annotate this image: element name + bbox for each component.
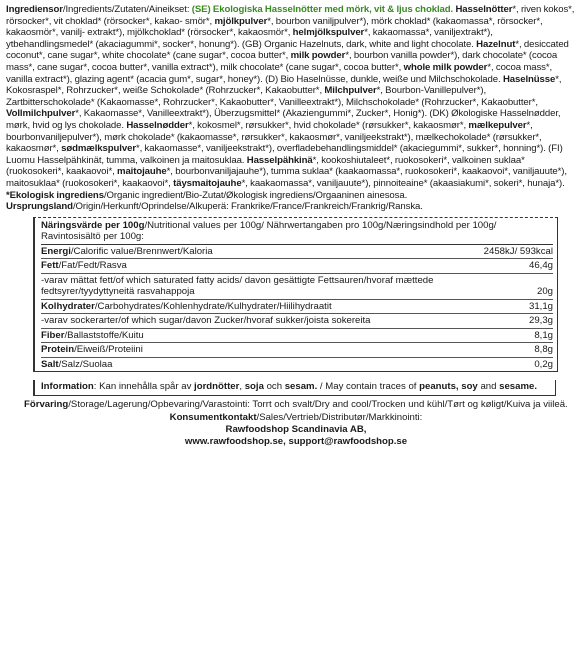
product-label [6, 4, 576, 448]
ingredients-text: Ingrediensor/Ingredients/Zutaten/Aineikset: (SE) Ekologiska Hasselnötter med mörk, vit & ljus choklad. Hasselnötter*, riven kokos*, rörsocker*, vit choklad* (rörsocker*, kakao- smör*, mjölkpulver*, bourbon vaniljpulver*), mörk choklad* (kakaomassa*, rörsocker*, kakaosmör*, vanilj- extrakt*), mjölkchoklad* (rörsocker*, kakaosmör*, helmjölkspulver*, kakaomassa*, vaniljextrakt*), ytbehandlingsmedel* (akaciagummi*, socker*, honung*). (GB) Organic Hazelnuts, dark, white and light chocolate. Hazelnut*, desiccated coconut*, cane sugar*, white chocolate* (cane sugar*, cocoa butter*, milk powder*, bourbon vanilla powder*), dark chocolate* (cocoa mass*, cane sugar*, cocoa butter*, vanilla extract*), milk chocolate* (cane sugar*, cocoa butter*, whole milk powder*, cocoa mass*, vanilla extract*), glazing agent* (acacia gum*, sugar*, honey*). (D) Bio Haselnüsse, dunkle, weiße und Milchschokolade. Haselnüsse*, Kokosraspel*, Rohrzucker*, weiße Schokolade* (Rohrzucker*, Kakaobutter*, Milchpulver*, Bourbon-Vanillepulver*), Zartbitterschokolade* (Kakaomasse*, Rohrzucker*, Kakaobutter*, Vanilleextrakt*), Milchschokolade* (Rohrzucker*, Kakaobutter*, Vollmilchpulver*, Kakaomasse*, Vanilleextrakt*), Überzugsmittel* (Akaziengummi*, Zucker*, Honig*). (DK) Økologiske Hasselnødder, mørk, hvid og lys chokolade. Hasselnødder*, kokosmel*, rørsukker*, hvid chokolade* (rørsukker*, kakaosmør*, mælkepulver*, bourbonvaniljepulver*), mørk chokolade* (kakaomasse*, rørsukker*, kakaosmør*, vaniljeekstrakt*), mælkechokolade* (rørsukker*, kakaosmør*, sødmælkspulver*, kakaomasse*, vaniljeekstrakt*), overfladebehandlingsmiddel* (akaciegummi*, sukker*, honning*). (FI) Luomu Hasselpähkinät, tumma, valkoinen ja maitosuklaa. Hasselpähkinä*, kookoshiutaleet*, ruokosokeri*, valkoinen suklaa* (ruokosokeri*, kaakaovoi*, maitojauhe*, bourbonvaniljajauhe*), tumma suklaa* (kaakaomassa*, ruokosokeri*, kaakaovoi*, vaniljauute*), maitosuklaa* (ruokosokeri*, kaakaovoi*, täysmaitojauhe*, kaakaomassa*, vaniljauute*), pinnoiteaine* (akaasiakumi*, sokeri*, hunaja*). *Ekologisk ingrediens/Organic ingredient/Bio-Zutat/Økologisk ingrediens/Orgaaninen ainesosa. Ursprungsland/Origin/Herkunft/Oprindelse/Alkuperä: Frankrike/France/Frankreich/Frankrig/Ranska. [6, 4, 575, 213]
nutrition-row-carbs: Kolhydrater/Carbohydrates/Kohlenhydrate/Kulhydrater/Hiilihydraatit 31,1g [41, 300, 553, 312]
nutrition-table [33, 217, 558, 373]
company-name: Rawfoodshop Scandinavia AB, [225, 424, 367, 436]
nutrition-row-sugars: -varav sockerarter/of which sugar/davon Zucker/hvoraf sukker/joista sokereita 29,3g [41, 315, 553, 327]
nutrition-row-protein: Protein/Eiweiß/Proteiini 8,8g [41, 344, 553, 356]
storage-info: Förvaring/Storage/Lagerung/Opbevaring/Varastointi: Torrt och svalt/Dry and cool/Trocken und kühl/Tørt og køligt/Kuiva ja viileä. [24, 398, 568, 410]
divider [41, 357, 553, 358]
nutrition-title: Näringsvärde per 100g/Nutritional values per 100g/ Nährwertangaben pro 100g/Næringsindhold per 100g/ Ravintosisältö per 100g: [41, 219, 497, 243]
divider [41, 258, 553, 259]
divider [41, 299, 553, 300]
nutrition-row-fat: Fett/Fat/Fedt/Rasva 46,4g [41, 260, 553, 272]
divider [41, 313, 553, 314]
nutrition-row-saturated: -varav mättat fett/of which saturated fatty acids/ davon gesättigte Fettsauren/hvoraf mættede fedtsyrer/tyydyttyneitä rasvahappoja 20g [41, 274, 553, 298]
nutrition-row-salt: Salt/Salz/Suolaa 0,2g [41, 358, 553, 370]
consumer-contact: Konsumentkontakt/Sales/Vertrieb/Distributør/Markkinointi: Rawfoodshop Scandinavia AB, www.rawfoodshop.se, support@rawfoodshop.se [169, 412, 423, 448]
se-title: (SE) Ekologiska Hasselnötter med mörk, vit & ljus choklad. [191, 4, 454, 15]
divider [41, 244, 553, 245]
allergen-information: Information: Kan innehålla spår av jordnötter, soja och sesam. / May contain traces of peanuts, soy and sesame. [33, 380, 556, 396]
nutrition-row-energy: Energi/Calorific value/Brennwert/Kaloria 2458kJ/ 593kcal [41, 245, 553, 257]
divider [41, 328, 553, 329]
divider [41, 273, 553, 274]
nutrition-row-fiber: Fiber/Ballaststoffe/Kuitu 8,1g [41, 329, 553, 341]
ingredients-header: Ingrediensor [6, 4, 63, 15]
contact-links: www.rawfoodshop.se, support@rawfoodshop.se [184, 436, 408, 448]
divider [41, 342, 553, 343]
